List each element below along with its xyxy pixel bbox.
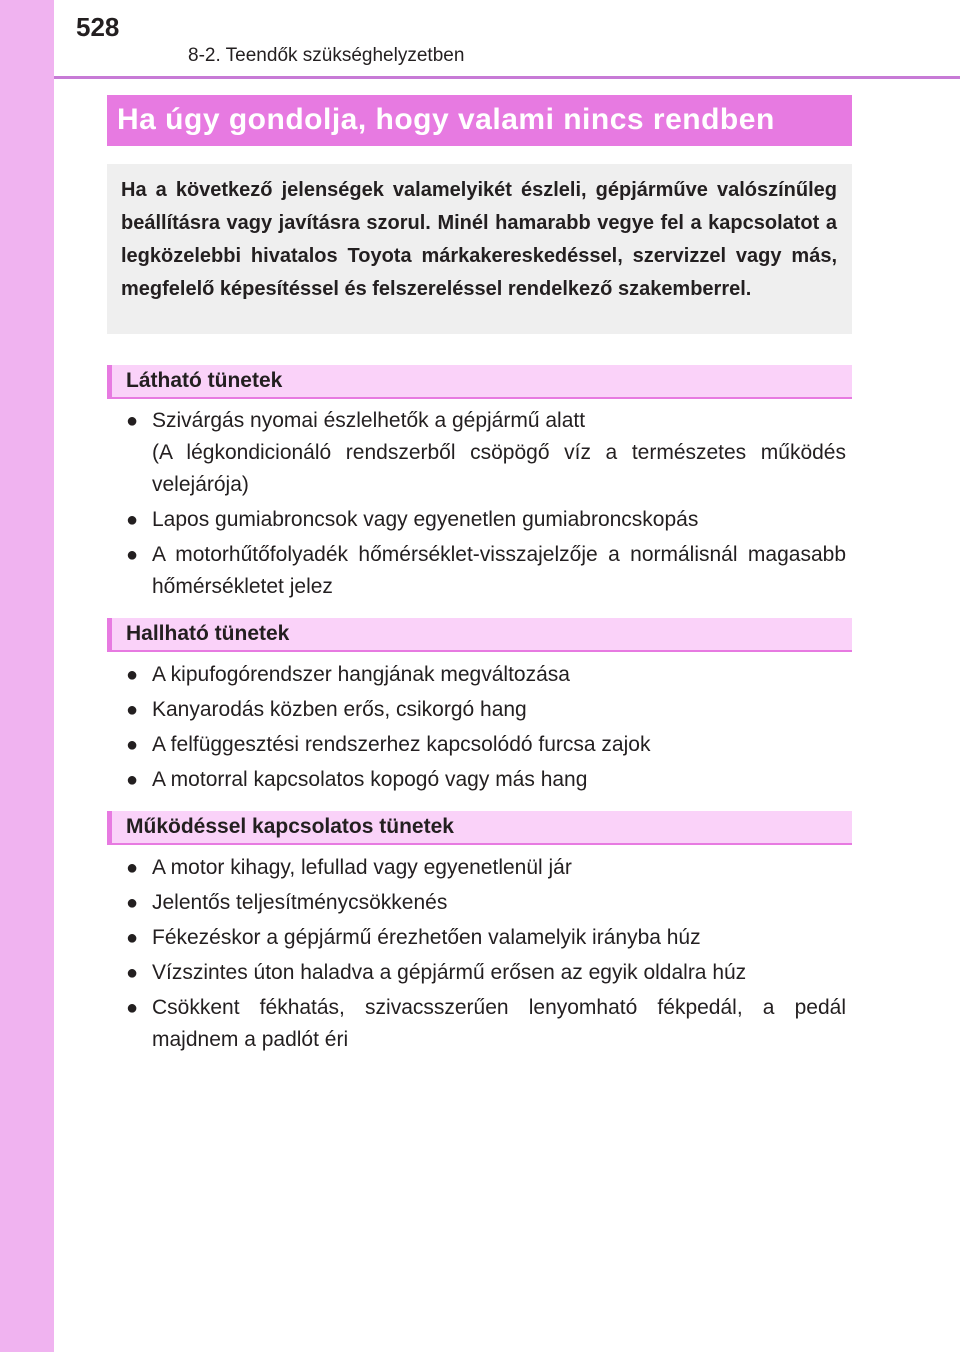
list-item-text: A felfüggesztési rendszerhez kapcsolódó furcsa zajok [152,733,651,756]
list-item-text: Csökkent fékhatás, szivacsszerűen lenyomható fékpedál, a pedál majdnem a padlót éri [152,996,846,1051]
list-item [126,694,846,726]
list-item [126,992,846,1056]
header-rule [54,76,960,79]
bullet-icon: ● [126,927,139,949]
bullet-icon: ● [126,410,139,432]
subhead-audible-symptoms [107,618,852,652]
subhead-label: Hallható tünetek [126,622,290,645]
side-band [0,0,54,1352]
intro-text: Ha a következő jelenségek valamelyikét észleli, gépjárműve valószínűleg beállításra vagy javításra szorul. Minél hamarabb vegye fel a kapcsolatot a legközelebbi hivatalos Toyota márkakereskedéssel, szervizzel vagy más, megfelelő képesítéssel és felszereléssel rendelkező szakemberrel. [121,179,837,300]
list-item [126,852,846,884]
bullet-icon: ● [126,997,139,1019]
list-item-text: Fékezéskor a gépjármű érezhetően valamelyik irányba húz [152,926,701,949]
list-item-text: Kanyarodás közben erős, csikorgó hang [152,698,527,721]
list-item [126,957,846,989]
intro-box [107,164,852,334]
audible-symptoms-list [126,659,846,796]
list-item [126,729,846,761]
list-item-text: Vízszintes úton haladva a gépjármű erősen az egyik oldalra húz [152,961,747,984]
list-item [126,922,846,954]
list-item-text: Jelentős teljesítménycsökkenés [152,891,448,914]
subhead-visible-symptoms [107,365,852,399]
list-item-text: A motorral kapcsolatos kopogó vagy más hang [152,768,588,791]
page-number: 528 [76,12,120,42]
list-item [126,764,846,796]
page-header [54,0,960,80]
bullet-icon: ● [126,699,139,721]
bullet-icon: ● [126,769,139,791]
section-title: 8-2. Teendők szükséghelyzetben [188,45,465,66]
visible-symptoms-list [126,405,846,603]
subhead-operational-symptoms [107,811,852,845]
page-title: Ha úgy gondolja, hogy valami nincs rendben [117,103,775,136]
subhead-label: Látható tünetek [126,369,283,392]
bullet-icon: ● [126,544,139,566]
subhead-label: Működéssel kapcsolatos tünetek [126,815,454,838]
bullet-icon: ● [126,892,139,914]
bullet-icon: ● [126,962,139,984]
list-item-note: (A légkondicionáló rendszerből csöpögő víz a természetes működés velejárója) [152,441,846,496]
list-item-text: Szivárgás nyomai észlelhetők a gépjármű alatt [152,409,586,432]
bullet-icon: ● [126,857,139,879]
list-item [126,887,846,919]
list-item [126,504,846,536]
list-item [126,659,846,691]
bullet-icon: ● [126,509,139,531]
bullet-icon: ● [126,734,139,756]
list-item-text: A motorhűtőfolyadék hőmérséklet-visszajelzője a normálisnál magasabb hőmérsékletet jelez [152,543,846,598]
operational-symptoms-list [126,852,846,1056]
bullet-icon: ● [126,664,139,686]
list-item-text: Lapos gumiabroncsok vagy egyenetlen gumiabroncskopás [152,508,699,531]
list-item [126,539,846,603]
list-item [126,405,846,501]
list-item-text: A kipufogórendszer hangjának megváltozása [152,663,570,686]
list-item-text: A motor kihagy, lefullad vagy egyenetlenül jár [152,856,572,879]
title-bar [107,95,852,146]
